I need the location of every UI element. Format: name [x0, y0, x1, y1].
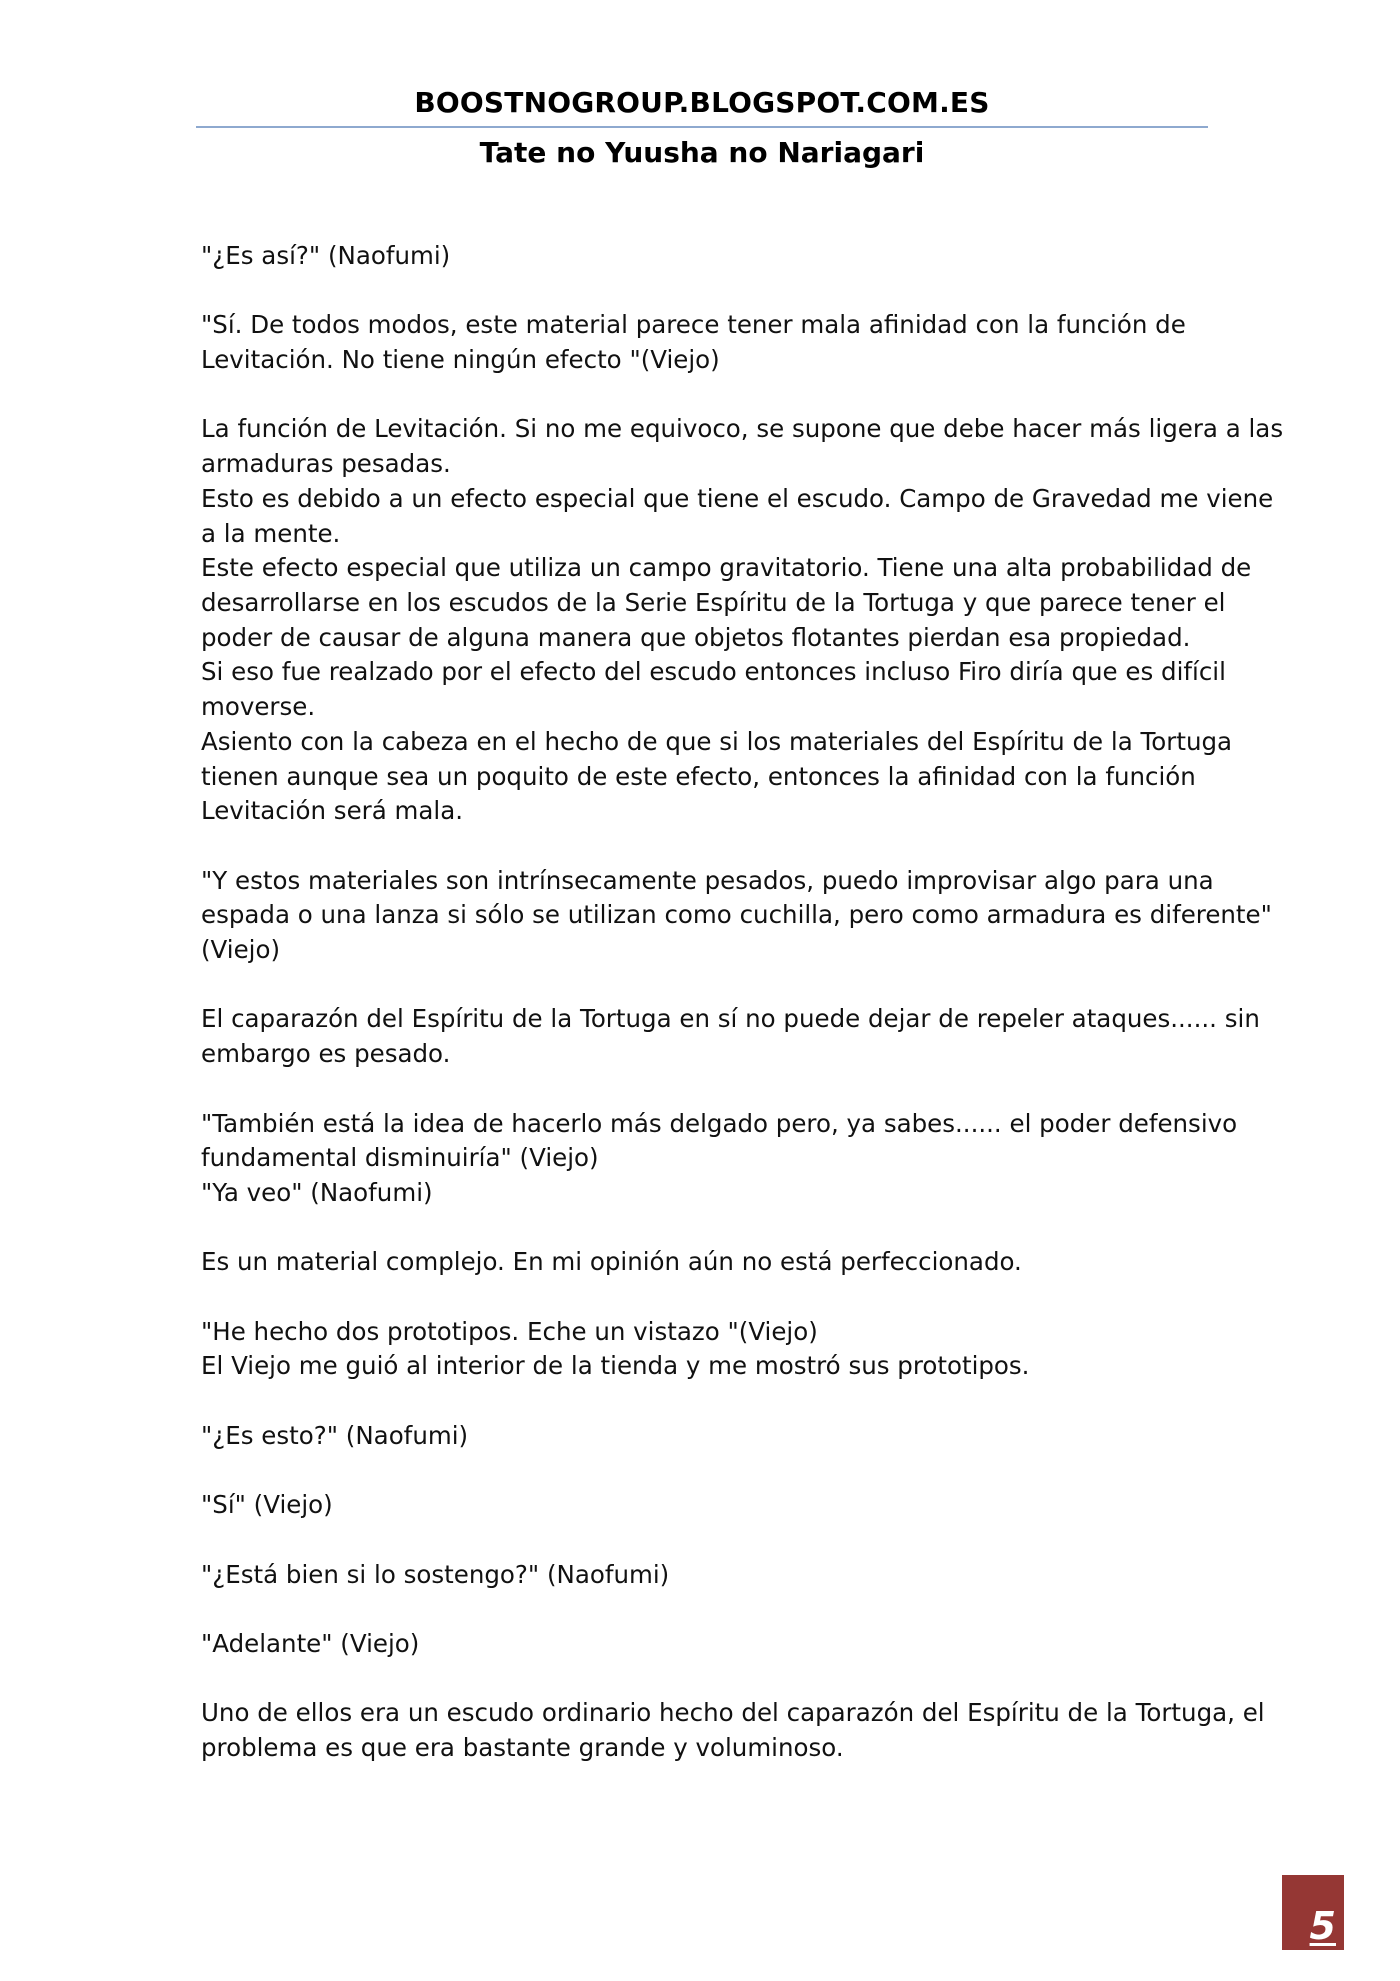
- text-line: poder de causar de alguna manera que objetos flotantes pierdan esa propiedad.: [201, 622, 1191, 652]
- text-line: Levitación. No tiene ningún efecto "(Viejo): [201, 345, 720, 375]
- text-line: "Y estos materiales son intrínsecamente pesados, puedo improvisar algo para una: [201, 865, 1214, 895]
- paragraph: [201, 1002, 1260, 1071]
- text-line: Asiento con la cabeza en el hecho de que si los materiales del Espíritu de la Tortuga: [201, 726, 1233, 756]
- paragraph: [201, 1107, 1238, 1211]
- text-line: espada o una lanza si sólo se utilizan como cuchilla, pero como armadura es diferente": [201, 900, 1272, 930]
- page-number-badge: [1282, 1875, 1344, 1950]
- text-line: "Ya veo" (Naofumi): [201, 1177, 433, 1207]
- text-line: "¿Está bien si lo sostengo?" (Naofumi): [201, 1559, 670, 1589]
- text-line: desarrollarse en los escudos de la Serie Espíritu de la Tortuga y que parece tener el: [201, 588, 1226, 617]
- text-line: moverse.: [201, 692, 316, 722]
- text-line: problema es que era bastante grande y voluminoso.: [201, 1733, 844, 1763]
- text-line: "Sí. De todos modos, este material parece tener mala afinidad con la función de: [201, 310, 1186, 340]
- paragraph: [201, 1488, 1201, 1523]
- text-line: Es un material complejo. En mi opinión aún no está perfeccionado.: [201, 1247, 1022, 1277]
- paragraph: [201, 1245, 1201, 1280]
- text-line: "También está la idea de hacerlo más delgado pero, ya sabes...... el poder defensivo: [201, 1108, 1238, 1138]
- text-line: tienen aunque sea un poquito de este efecto, entonces la afinidad con la función: [201, 761, 1196, 791]
- text-line: El Viejo me guió al interior de la tienda y me mostró sus prototipos.: [201, 1351, 1030, 1381]
- body-text: [201, 239, 1284, 1800]
- text-line: "Sí" (Viejo): [201, 1490, 333, 1520]
- header-divider: [196, 126, 1208, 128]
- paragraph: [201, 864, 1272, 968]
- text-line: "He hecho dos prototipos. Eche un vistazo "(Viejo): [201, 1316, 818, 1346]
- text-line: La función de Levitación. Si no me equivoco, se supone que debe hacer más ligera a las: [201, 414, 1284, 444]
- text-line: Este efecto especial que utiliza un campo gravitatorio. Tiene una alta probabilidad de: [201, 553, 1252, 583]
- text-line: fundamental disminuiría" (Viejo): [201, 1143, 599, 1173]
- site-title: BOOSTNOGROUP.BLOGSPOT.COM.ES: [414, 86, 990, 119]
- paragraph: [201, 1627, 1201, 1662]
- text-line: "¿Es esto?" (Naofumi): [201, 1420, 469, 1450]
- page-header: [196, 84, 1208, 172]
- text-line: a la mente.: [201, 518, 341, 548]
- text-line: Uno de ellos era un escudo ordinario hecho del caparazón del Espíritu de la Tortuga, el: [201, 1698, 1265, 1728]
- text-line: (Viejo): [201, 935, 281, 965]
- paragraph: [201, 1558, 1201, 1593]
- text-line: "¿Es así?" (Naofumi): [201, 241, 451, 270]
- paragraph: [201, 239, 1201, 274]
- text-line: Si eso fue realzado por el efecto del escudo entonces incluso Firo diría que es difícil: [201, 657, 1226, 687]
- paragraph: [201, 308, 1201, 377]
- text-line: El caparazón del Espíritu de la Tortuga en sí no puede dejar de repeler ataques...... sin: [201, 1004, 1260, 1034]
- paragraph: [201, 1696, 1265, 1765]
- paragraph: [201, 1315, 1201, 1384]
- page-number: 5: [1309, 1904, 1336, 1948]
- paragraph: [201, 412, 1284, 828]
- text-line: embargo es pesado.: [201, 1039, 451, 1069]
- text-line: "Adelante" (Viejo): [201, 1628, 420, 1658]
- document-title: Tate no Yuusha no Nariagari: [479, 136, 925, 169]
- paragraph: [201, 1419, 1201, 1454]
- text-line: Levitación será mala.: [201, 796, 463, 826]
- text-line: Esto es debido a un efecto especial que tiene el escudo. Campo de Gravedad me viene: [201, 483, 1274, 513]
- text-line: armaduras pesadas.: [201, 449, 451, 479]
